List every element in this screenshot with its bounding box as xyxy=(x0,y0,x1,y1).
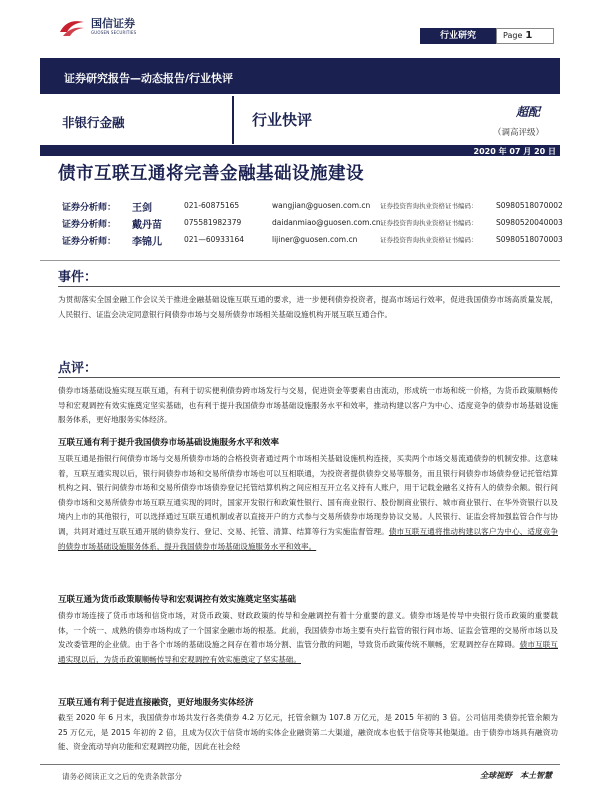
footer-disclaimer: 请务必阅读正文之后的免责条款部分 xyxy=(62,772,182,781)
section-highlight: 债市互联互通将推动构建以客户为中心、适度竞争的债券市场基础设施服务体系，提升我国债券市场基础设施服务水平和效率。 xyxy=(58,526,559,551)
report-date: 2020 年 07 月 20 日 xyxy=(473,147,556,156)
report-type: 行业快评 xyxy=(252,111,313,129)
event-heading-rule xyxy=(58,286,560,287)
analyst-label: 证券分析师： xyxy=(62,220,117,230)
event-body: 为贯彻落实全国金融工作会议关于推进金融基础设施互联互通的要求，进一步便利债券投资者，提高市场运行效率，促进我国债券市场高质量发展，人民银行、证监会决定同意银行间债券市场与交易所债券市场相关基础设施机构开展互联互通合作。 xyxy=(58,295,558,319)
page-label: Page xyxy=(503,31,523,40)
section-divider xyxy=(40,260,560,261)
rating-note: （调高评级） xyxy=(492,128,544,138)
banner-text: 证券研究报告—动态报告/行业快评 xyxy=(64,72,234,85)
license-number: S0980520040003 xyxy=(496,218,563,227)
license-label: 证券投资咨询执业资格证书编码： xyxy=(380,219,478,227)
page-number: 1 xyxy=(525,30,533,41)
company-logo xyxy=(58,16,136,38)
analyst-label: 证券分析师： xyxy=(62,203,117,213)
footer-divider xyxy=(40,764,560,765)
analyst-phone: 075581982379 xyxy=(184,218,242,227)
analyst-row xyxy=(62,232,562,249)
brand-name-en: GUOSEN SECURITIES xyxy=(91,30,137,35)
analyst-email[interactable]: wangjian@guosen.com.cn xyxy=(272,201,371,210)
section-body: 截至 2020 年 6 月末，我国债券市场共发行各类债券 4.2 万亿元，托管余额为 107.8 万亿元，是 2015 年初的 3 倍。公司信用类债券托管余额为 25 万亿元，是 2015 年初的 2 倍，且成为仅次于信贷市场的实体企业融资第二大渠道，融资成本也低于信贷等其他渠道。由于债券市场具有融资功能、资金流动导向功能和宏观调控功能，因此在社会经 xyxy=(58,713,558,752)
analyst-list xyxy=(62,198,562,249)
footer-slogan: 全球视野 本土智慧 xyxy=(480,771,552,780)
comment-heading-rule xyxy=(58,377,560,378)
sector-label: 非银行金融 xyxy=(62,115,125,130)
analyst-phone: 021-60875165 xyxy=(184,201,240,210)
section-heading: 互联互通有利于促进直接融资，更好地服务实体经济 xyxy=(58,698,254,708)
analyst-row xyxy=(62,198,562,215)
brand-name-cn: 国信证券 xyxy=(91,17,135,30)
brand-logo-icon xyxy=(58,16,86,38)
license-label: 证券投资咨询执业资格证书编码： xyxy=(380,202,478,210)
analyst-name: 王剑 xyxy=(132,203,152,214)
event-heading: 事件： xyxy=(58,270,98,285)
section-body xyxy=(58,609,558,667)
analyst-name: 李锦儿 xyxy=(132,237,162,248)
license-label: 证券投资咨询执业资格证书编码： xyxy=(380,236,478,244)
section-text: 互联互通是指银行间债券市场与交易所债券市场的合格投资者通过两个市场相关基础设施机构连接，买卖两个市场交易流通债券的机制安排。这意味着，互联互通实现以后，银行间债券市场和交易所债券市场也可以互相联通，为投资者提供债券交易等服务，而且银行间债券市场债券登记托管结算机构之间、银行间债券市场和交易所债券市场债券登记托管结算机构之间应相互开立名义持有人账户，用于记载金融名义持有人的债券余额。银行间债券市场和交易所债券市场互联互通实现的同时，国家开发银行和政策性银行、国有商业银行、股份制商业银行、城市商业银行、在华外资银行以及境内上市的其他银行，可以选择通过互联互通机制或者以直接开户的方式参与交易所债券市场现券协议交易。人民银行、证监会将加强监管合作与协调，共同对通过互联互通开展的债券发行、登记、交易、托管、清算、结算等行为实施监督管理。 xyxy=(58,454,558,536)
comment-heading: 点评： xyxy=(58,361,98,376)
page-title: 债市互联互通将完善金融基础设施建设 xyxy=(58,164,364,184)
header-category-tag: 行业研究 xyxy=(420,28,496,44)
rating-label: 超配 xyxy=(515,105,540,119)
license-number: S0980518070003 xyxy=(496,235,563,244)
section-heading: 互联互通为货币政策顺畅传导和宏观调控有效实施奠定坚实基础 xyxy=(58,595,297,605)
analyst-email[interactable]: lijiner@guosen.com.cn xyxy=(272,235,358,244)
analyst-name: 戴丹苗 xyxy=(132,220,162,231)
comment-intro: 债券市场基础设施实现互联互通，有利于切实便利债券跨市场发行与交易，促进资金等要素自由流动，形成统一市场和统一价格，为货币政策顺畅传导和宏观调控有效实施奠定坚实基础，也有利于提升我国债券市场基础设施服务水平和效率，推动构建以客户为中心、适度竞争的债券市场基础设施服务体系，更好地服务实体经济。 xyxy=(58,386,558,425)
section-highlight: 债市互联互通实现以后，为货币政策顺畅传导和宏观调控有效实施奠定了坚实基础。 xyxy=(58,640,558,664)
analyst-phone: 021—60933164 xyxy=(184,235,244,244)
analyst-label: 证券分析师： xyxy=(62,237,117,247)
section-body xyxy=(58,452,558,554)
license-number: S0980518070002 xyxy=(496,201,563,210)
analyst-row xyxy=(62,215,562,232)
header-divider xyxy=(232,96,234,144)
page-indicator xyxy=(496,28,554,44)
analyst-email[interactable]: daidanmiao@guosen.com.cn xyxy=(272,218,381,227)
section-text: 债券市场连接了货币市场和信贷市场，对货币政策、财政政策的传导和金融调控有着十分重要的意义。债券市场是传导中央银行货币政策的重要载体，一个统一、成熟的债券市场构成了一个国家金融市场的根基。此前，我国债券市场主要有央行监管的银行间市场、证监会管理的交易所市场以及发改委管理的企业债。由于各个市场的基础设施之间存在着市场分割、监管分散的问题，导致货币政策传统不顺畅，宏观调控存在障碍。 xyxy=(58,611,558,650)
section-heading: 互联互通有利于提升我国债券市场基础设施服务水平和效率 xyxy=(58,438,280,448)
